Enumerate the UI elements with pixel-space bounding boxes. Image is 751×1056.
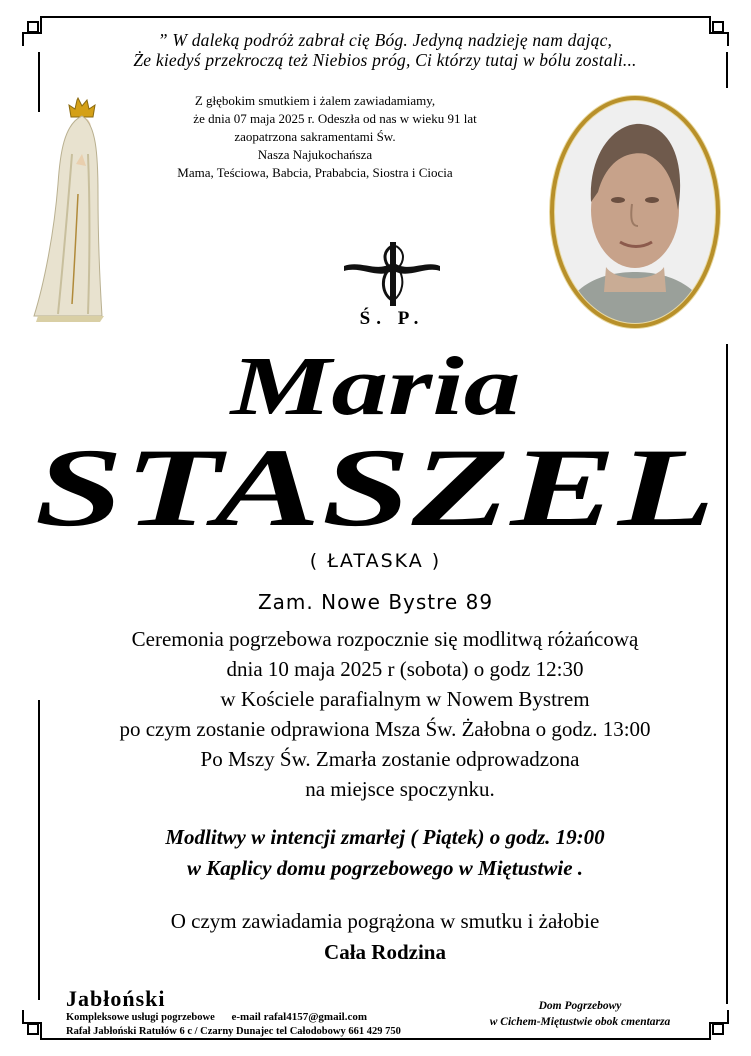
- intro-line-5: Mama, Teściowa, Babcia, Prababcia, Siostra i Ciocia: [177, 165, 453, 180]
- funeral-home-brand: Jabłoński: [66, 986, 166, 1011]
- funeral-home-location: [460, 998, 700, 1030]
- poem-line-1: ” W daleką podróż zabrał cię Bóg. Jedyną nadzieję nam dając,: [157, 30, 613, 50]
- closing-notice: [40, 906, 730, 968]
- family-signature: Cała Rodzina: [324, 940, 446, 964]
- ceremony-line-4: po czym zostanie odprawiona Msza Św. Żałobna o godz. 13:00: [119, 717, 651, 741]
- prayer-line-1: Modlitwy w intencji zmarłej ( Piątek) o godz. 19:00: [165, 825, 605, 849]
- maiden-name: ( ŁATASKA ): [309, 550, 442, 572]
- portrait-photo: [546, 92, 724, 332]
- sp-abbreviation: Ś. P.: [359, 308, 425, 329]
- intro-line-3: zaopatrzona sakramentami Św.: [234, 129, 396, 144]
- funeral-home-email: e-mail rafal4157@gmail.com: [231, 1011, 367, 1023]
- intro-line-4: Nasza Najukochańsza: [257, 147, 373, 162]
- funeral-home-footer: [66, 988, 466, 1039]
- deceased-first-name: Maria: [230, 340, 521, 433]
- ceremony-details: [40, 624, 730, 804]
- intro-line-2: że dnia 07 maja 2025 r. Odeszła od nas w wieku 91 lat: [193, 111, 477, 126]
- prayer-line-2: w Kaplicy domu pogrzebowego w Miętustwie .: [186, 856, 584, 880]
- ceremony-line-2: dnia 10 maja 2025 r (sobota) o godz 12:30: [226, 657, 584, 681]
- ceremony-line-3: w Kościele parafialnym w Nowem Bystrem: [220, 687, 590, 711]
- corner-ornament-bottom-left: [20, 1008, 54, 1042]
- prayer-details: [40, 822, 730, 884]
- deceased-surname: STASZEL: [34, 426, 717, 550]
- closing-line-1: O czym zawiadamia pogrążona w smutku i żałobie: [170, 909, 600, 933]
- frame-top-line: [52, 16, 700, 18]
- cross-icon: [340, 238, 444, 306]
- poem: [40, 30, 730, 70]
- ceremony-line-6: na miejsce spoczynku.: [305, 777, 495, 801]
- intro-line-1: Z głębokim smutkiem i żalem zawiadamiamy,: [194, 93, 436, 108]
- funeral-home-location-line: w Cichem-Miętustwie obok cmentarza: [489, 1016, 671, 1028]
- madonna-statue-image: [28, 94, 110, 322]
- funeral-home-services: Kompleksowe usługi pogrzebowe: [66, 1012, 215, 1023]
- poem-line-2: Że kiedyś przekroczą też Niebios próg, Ci którzy tutaj w bólu zostali...: [133, 50, 637, 70]
- ceremony-line-1: Ceremonia pogrzebowa rozpocznie się modlitwą różańcową: [131, 627, 639, 651]
- corner-ornament-bottom-right: [697, 1008, 731, 1042]
- residence-address: Zam. Nowe Bystre 89: [257, 590, 494, 614]
- announcement-intro: [110, 92, 520, 182]
- ceremony-line-5: Po Mszy Św. Zmarła zostanie odprowadzona: [200, 747, 580, 771]
- funeral-home-title: Dom Pogrzebowy: [538, 1000, 622, 1012]
- funeral-home-address: Rafał Jabłoński Ratułów 6 c / Czarny Dunajec tel Całodobowy 661 429 750: [66, 1026, 401, 1037]
